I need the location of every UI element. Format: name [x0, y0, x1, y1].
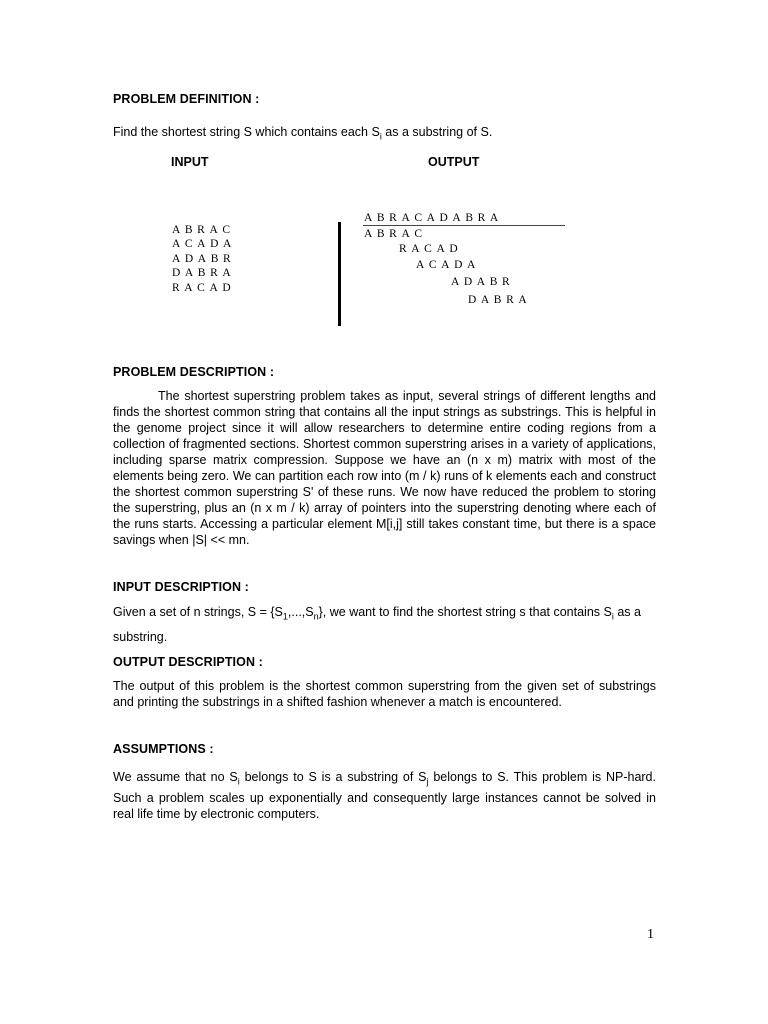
output-description-heading: OUTPUT DESCRIPTION :: [113, 655, 263, 669]
input-column-label: INPUT: [171, 155, 209, 169]
input-string: DABRA: [172, 267, 236, 279]
assumptions-text: We assume that no $S_i$ belongs to S is a substring of $S_j$ belongs to S. This problem is NP-hard. Such a problem scales up exponentially and consequently large instances cannot be solved in real life time by electronic computers.: [113, 770, 656, 821]
page-number: 1: [647, 927, 654, 942]
superstring-underline: [363, 225, 565, 226]
problem-definition-text: Find the shortest string S which contains each $S_i$ as a substring of S.: [113, 125, 493, 142]
input-description-text: Given a set of n strings, $S = \{S_1,...,S_n\}$, we want to find the shortest string s that contains $S_i$ as a substring.: [113, 605, 641, 644]
output-column-label: OUTPUT: [428, 155, 480, 169]
output-alignment: ABRAC: [364, 228, 427, 240]
input-string: RACAD: [172, 282, 236, 294]
input-string: ABRAC: [172, 224, 235, 236]
input-string: ADABR: [172, 253, 236, 265]
output-alignment: RACAD: [399, 243, 463, 255]
assumptions-heading: ASSUMPTIONS :: [113, 742, 214, 756]
problem-definition-heading: PROBLEM DEFINITION :: [113, 92, 260, 106]
output-alignment: ACADA: [416, 259, 480, 271]
problem-description-text: The shortest superstring problem takes as input, several strings of different lengths and finds the shortest common string that contains all the input strings as substrings. This is helpful in the genome project since it will allow researchers to determine entire coding regions from a collection of fragmented sections. Shortest common superstring arises in a variety of applications, including sparse matrix compression. Suppose we have an (n x m) matrix with most of the elements being zero. We can partition each row into (m / k) runs of k elements each and construct the shortest common superstring S' of these runs. We now have reduced the problem to storing the superstring, plus an (n x m / k) array of pointers into the superstring denoting where each of the runs starts. Accessing a particular element M[i,j] still takes constant time, but there is a space savings when |S| << mn.: [113, 389, 656, 547]
output-alignment: ADABR: [451, 276, 515, 288]
diagram-divider-line: [338, 222, 341, 326]
input-description-heading: INPUT DESCRIPTION :: [113, 580, 249, 594]
output-alignment: DABRA: [468, 294, 532, 306]
problem-description-heading: PROBLEM DESCRIPTION :: [113, 365, 275, 379]
superstring: ABRACADABRA: [364, 212, 503, 224]
output-description-text: The output of this problem is the shortest common superstring from the given set of substrings and printing the substrings in a shifted fashion whenever a match is encountered.: [113, 679, 656, 709]
input-string: ACADA: [172, 238, 236, 250]
